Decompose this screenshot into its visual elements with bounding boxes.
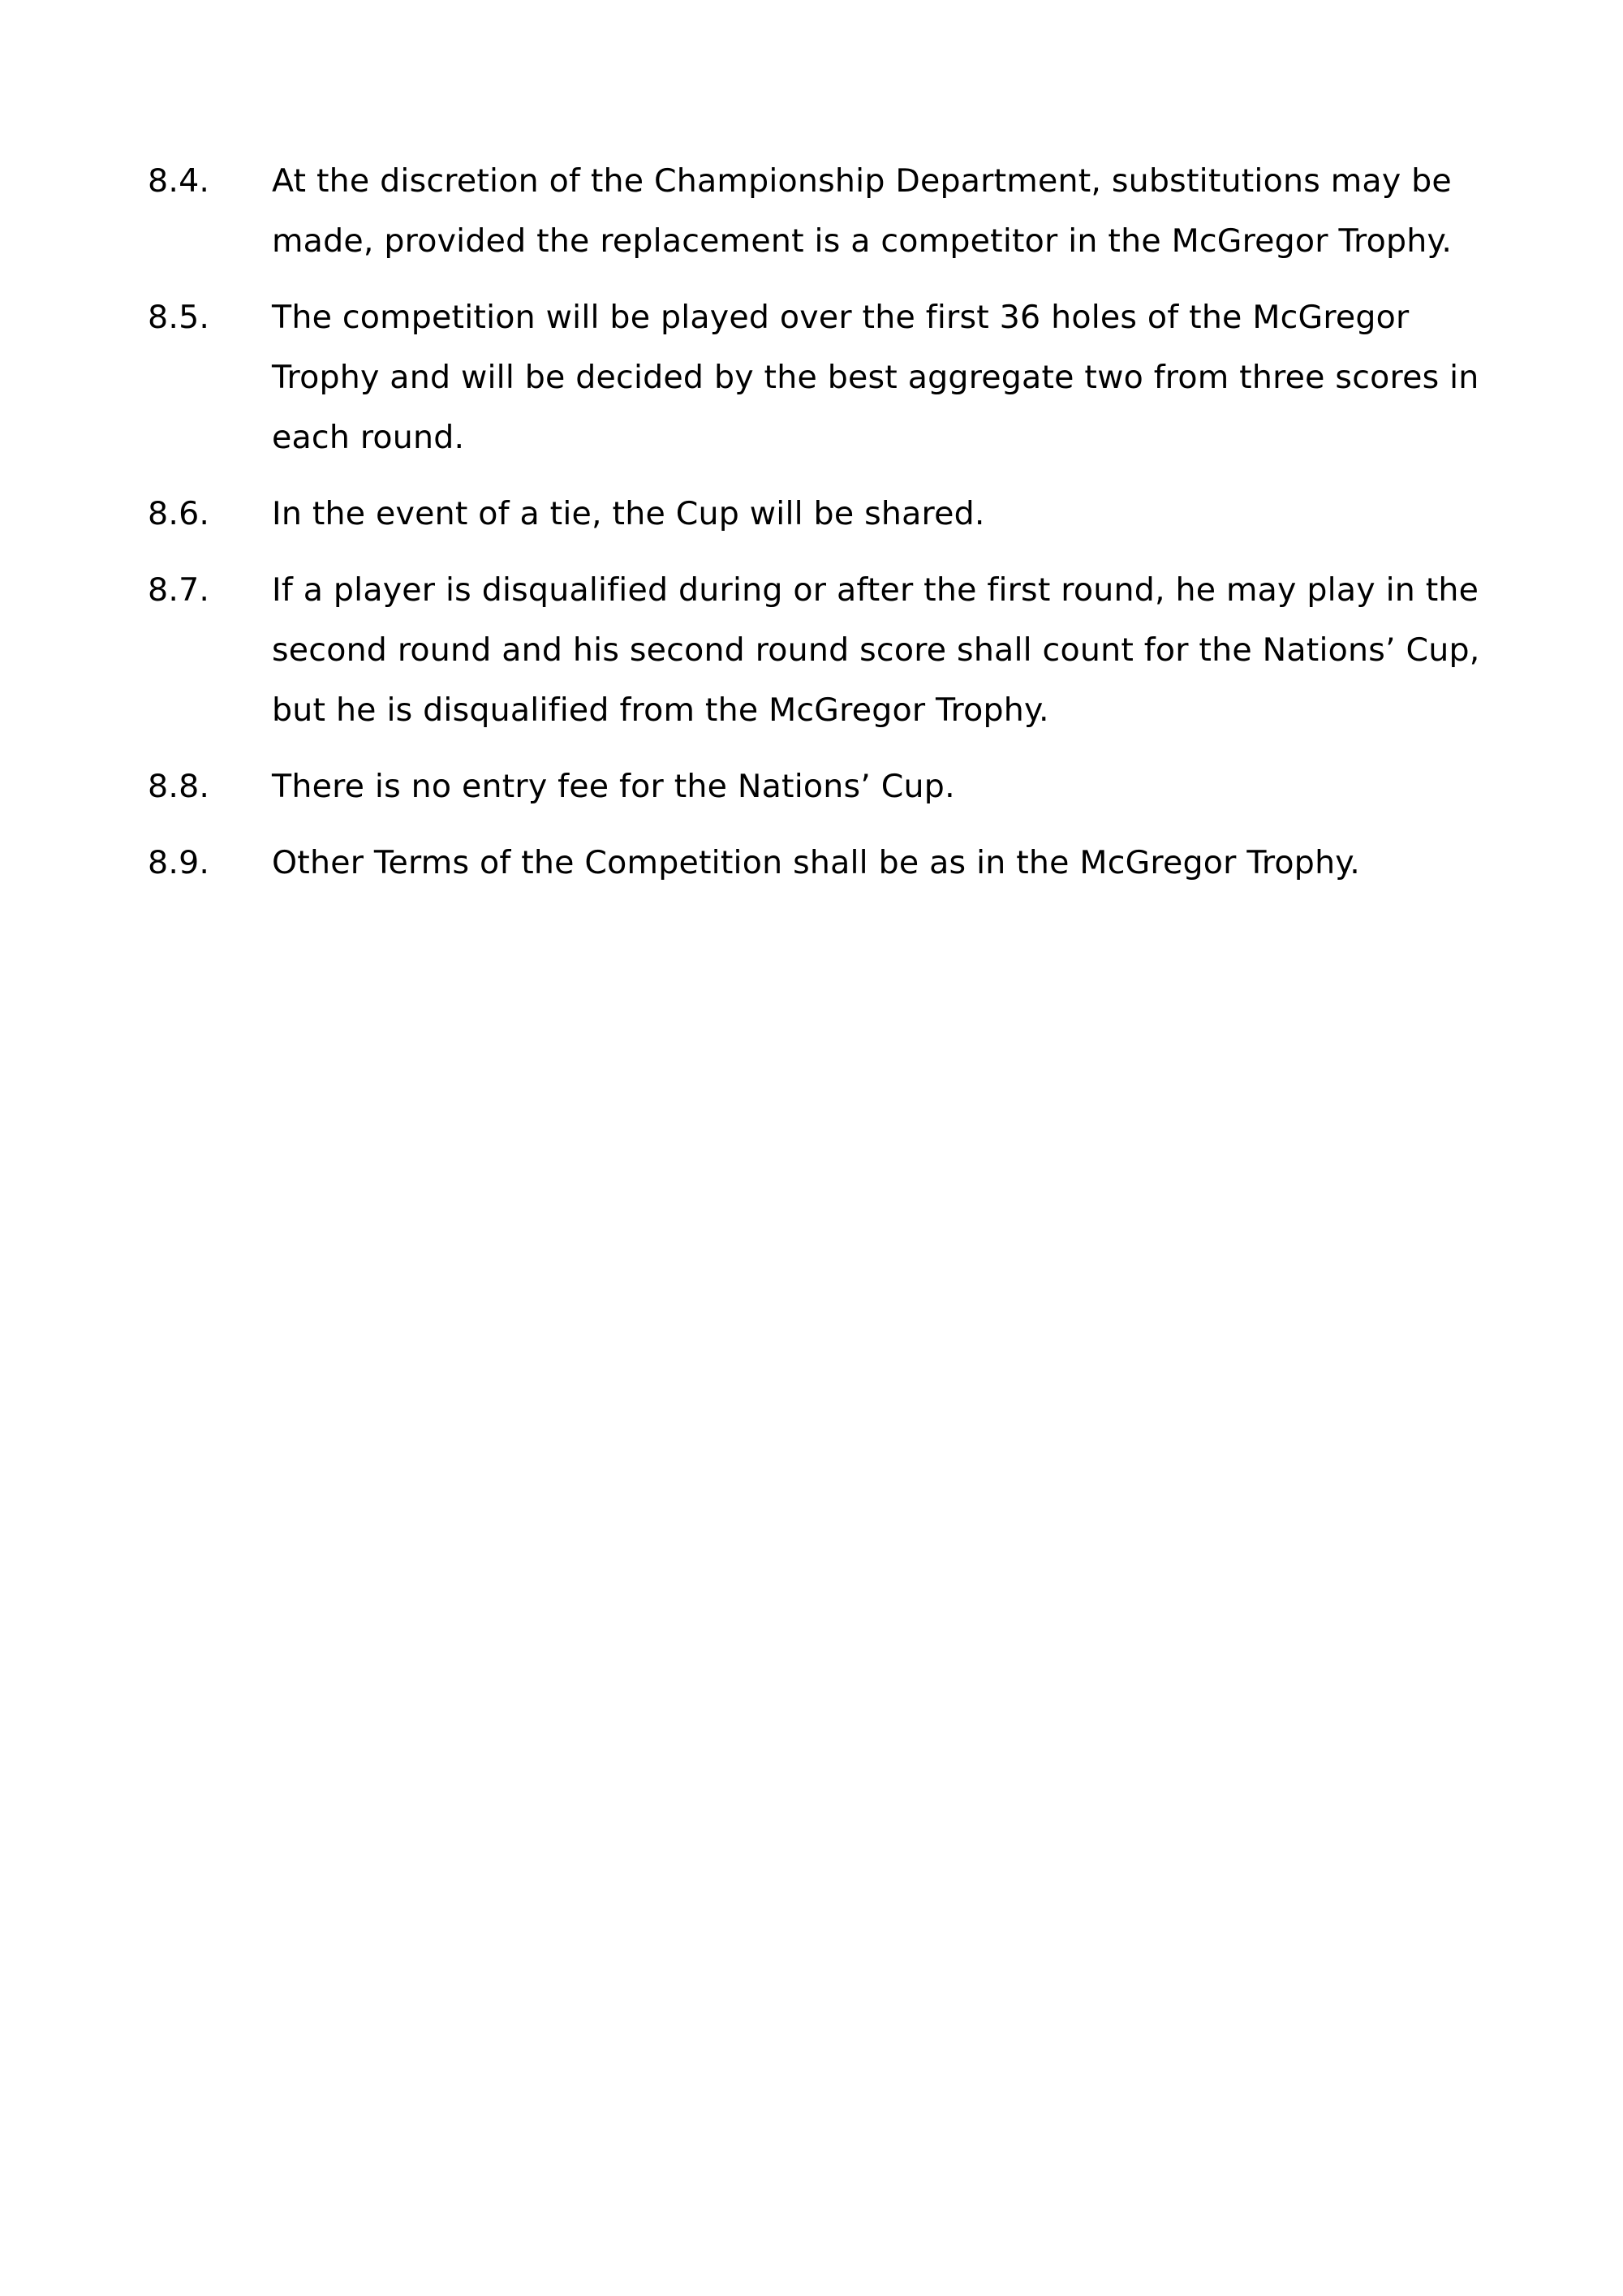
clause-8-4 — [148, 151, 1495, 271]
clause-number: 8.8. — [148, 768, 210, 805]
clause-number: 8.6. — [148, 495, 210, 532]
clause-8-8 — [148, 756, 1495, 816]
clause-8-5 — [148, 287, 1495, 467]
clause-number: 8.4. — [148, 162, 210, 200]
clause-list — [148, 151, 1495, 909]
clause-text: If a player is disqualified during or after the first round, he may play in the second round and his second round score shall count for the Nations’ Cup, but he is disqualified from the McGregor Trophy. — [272, 571, 1480, 729]
clause-number: 8.9. — [148, 844, 210, 881]
clause-text: In the event of a tie, the Cup will be shared. — [272, 495, 985, 532]
clause-8-6 — [148, 484, 1495, 544]
clause-text: There is no entry fee for the Nations’ Cup. — [272, 768, 955, 805]
clause-number: 8.5. — [148, 299, 210, 336]
clause-text: At the discretion of the Championship Department, substitutions may be made, provided the replacement is a competitor in the McGregor Trophy. — [272, 162, 1453, 260]
clause-8-7 — [148, 560, 1495, 740]
clause-text: The competition will be played over the first 36 holes of the McGregor Trophy and will be decided by the best aggregate two from three scores in each round. — [272, 299, 1479, 456]
clause-text: Other Terms of the Competition shall be as in the McGregor Trophy. — [272, 844, 1361, 881]
clause-number: 8.7. — [148, 571, 210, 609]
clause-8-9 — [148, 833, 1495, 893]
